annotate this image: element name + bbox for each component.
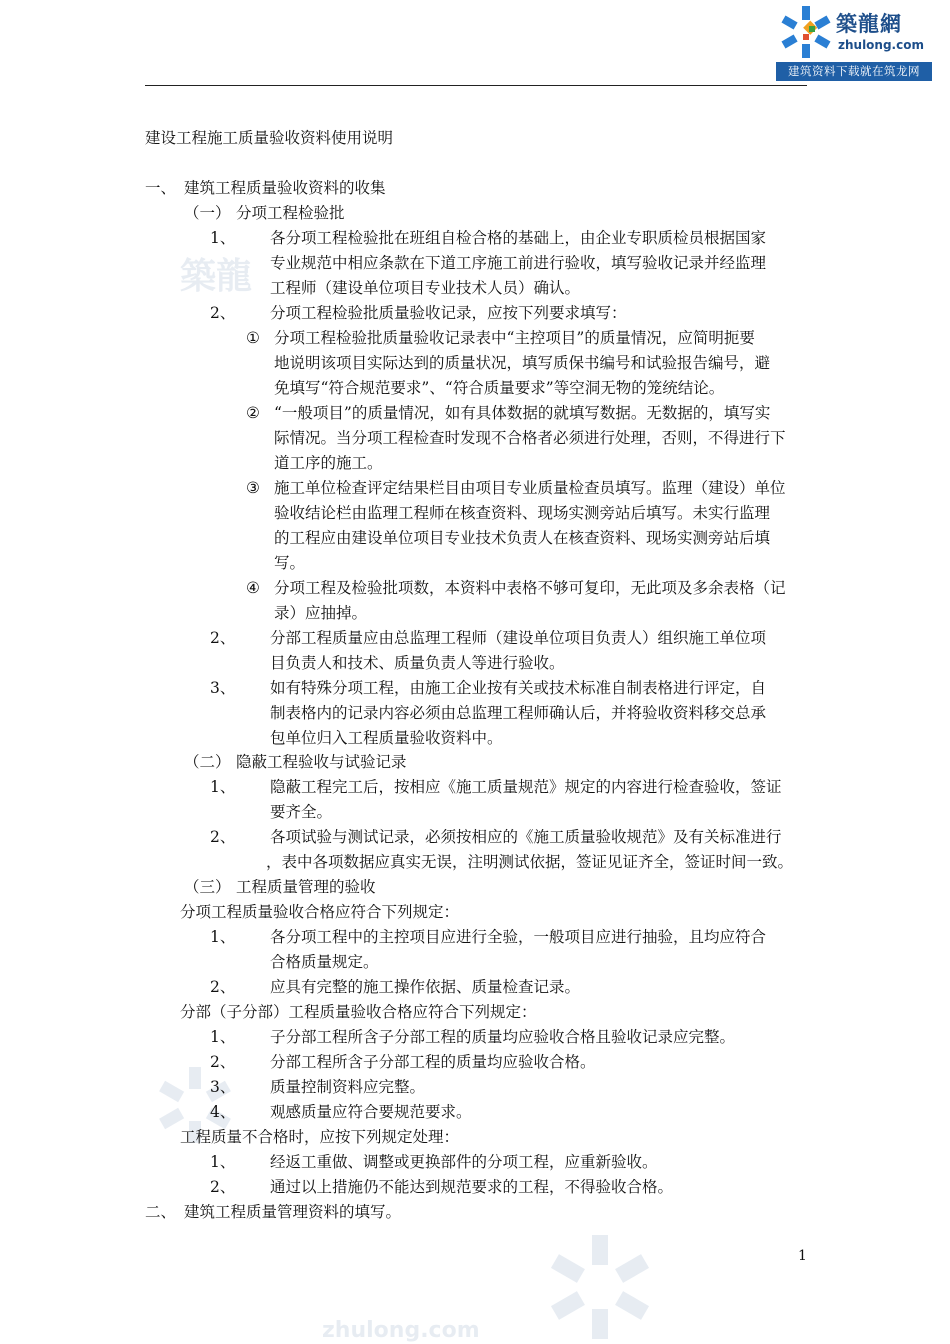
- paragraph-line: 观感质量应符合要规范要求。: [270, 1103, 472, 1121]
- paragraph-line: 分项工程检验批: [236, 204, 345, 222]
- list-number: ①: [246, 329, 260, 347]
- document-title: 建设工程施工质量验收资料使用说明: [145, 129, 394, 147]
- paragraph-line: 录）应抽掉。: [274, 604, 368, 622]
- paragraph-line: ，表中各项数据应真实无误，注明测试依据，签证见证齐全，签证时间一致。: [266, 853, 794, 871]
- paragraph-line: 工程质量不合格时，应按下列规定处理：: [180, 1128, 460, 1146]
- paragraph-line: 写。: [274, 554, 306, 572]
- list-number: 1、: [210, 928, 236, 946]
- paragraph-line: 各项试验与测试记录，必须按相应的《施工质量验收规范》及有关标准进行: [270, 828, 782, 846]
- paragraph-line: 分项工程质量验收合格应符合下列规定：: [180, 903, 460, 921]
- watermark-logo-text: 築龍: [180, 256, 253, 297]
- logo-domain: zhulong.com: [838, 38, 924, 52]
- paragraph-line: 各分项工程中的主控项目应进行全验，一般项目应进行抽验，且均应符合: [270, 928, 767, 946]
- snowflake-logo-icon: [778, 4, 834, 60]
- list-number: 2、: [210, 1053, 236, 1071]
- paragraph-line: 包单位归入工程质量验收资料中。: [270, 729, 503, 747]
- list-number: 1、: [210, 229, 236, 247]
- paragraph-line: 制表格内的记录内容必须由总监理工程师确认后，并将验收资料移交总承: [270, 704, 767, 722]
- paragraph-line: 质量控制资料应完整。: [270, 1078, 426, 1096]
- paragraph-line: 建筑工程质量管理资料的填写。: [184, 1203, 402, 1221]
- paragraph-line: 际情况。当分项工程检查时发现不合格者必须进行处理，否则，不得进行下: [274, 429, 786, 447]
- paragraph-line: 建筑工程质量验收资料的收集: [184, 179, 386, 197]
- watermark-snowflake-large-icon: [545, 1232, 655, 1342]
- paragraph-line: 分部工程质量应由总监理工程师（建设单位项目负责人）组织施工单位项: [270, 629, 767, 647]
- paragraph-line: 工程师（建设单位项目专业技术人员）确认。: [270, 279, 581, 297]
- paragraph-line: 道工序的施工。: [274, 454, 383, 472]
- paragraph-line: 隐蔽工程完工后，按相应《施工质量规范》规定的内容进行检查验收，签证: [270, 778, 782, 796]
- list-number: 一、: [145, 179, 177, 197]
- list-number: 2、: [210, 1178, 236, 1196]
- paragraph-line: 要齐全。: [270, 803, 333, 821]
- paragraph-line: 经返工重做、调整或更换部件的分项工程，应重新验收。: [270, 1153, 658, 1171]
- paragraph-line: 分部（子分部）工程质量验收合格应符合下列规定：: [180, 1003, 537, 1021]
- list-number: 4、: [210, 1103, 236, 1121]
- paragraph-line: 各分项工程检验批在班组自检合格的基础上，由企业专职质检员根据国家: [270, 229, 767, 247]
- paragraph-line: 分部工程所含子分部工程的质量均应验收合格。: [270, 1053, 596, 1071]
- logo-name: 築龍網: [836, 12, 902, 36]
- paragraph-line: 免填写“符合规范要求”、“符合质量要求”等空洞无物的笼统结论。: [274, 379, 725, 397]
- list-number: ③: [246, 479, 260, 497]
- list-number: 1、: [210, 1028, 236, 1046]
- paragraph-line: 分项工程及检验批项数，本资料中表格不够可复印，无此项及多余表格（记: [274, 579, 786, 597]
- paragraph-line: 隐蔽工程验收与试验记录: [236, 753, 407, 771]
- paragraph-line: 专业规范中相应条款在下道工序施工前进行验收，填写验收记录并经监理: [270, 254, 767, 272]
- paragraph-line: 应具有完整的施工操作依据、质量检查记录。: [270, 978, 581, 996]
- logo-slogan: 建筑资料下载就在筑龙网: [776, 62, 932, 81]
- page-number: 1: [798, 1248, 807, 1264]
- paragraph-line: 子分部工程所含子分部工程的质量均应验收合格且验收记录应完整。: [270, 1028, 736, 1046]
- paragraph-line: 合格质量规定。: [270, 953, 379, 971]
- paragraph-line: 通过以上措施仍不能达到规范要求的工程，不得验收合格。: [270, 1178, 674, 1196]
- list-number: 2、: [210, 629, 236, 647]
- list-number: 3、: [210, 679, 236, 697]
- paragraph-line: 如有特殊分项工程，由施工企业按有关或技术标准自制表格进行评定，自: [270, 679, 767, 697]
- paragraph-line: 施工单位检查评定结果栏目由项目专业质量检查员填写。监理（建设）单位: [274, 479, 786, 497]
- list-number: 2、: [210, 828, 236, 846]
- list-number: ④: [246, 579, 260, 597]
- list-number: 3、: [210, 1078, 236, 1096]
- paragraph-line: 验收结论栏由监理工程师在核查资料、现场实测旁站后填写。未实行监理: [274, 504, 771, 522]
- list-number: 2、: [210, 304, 236, 322]
- paragraph-line: 目负责人和技术、质量负责人等进行验收。: [270, 654, 565, 672]
- list-number: 2、: [210, 978, 236, 996]
- list-number: ②: [246, 404, 260, 422]
- paragraph-line: “一般项目”的质量情况，如有具体数据的就填写数据。无数据的，填写实: [274, 404, 771, 422]
- list-number: （一）: [184, 204, 231, 222]
- paragraph-line: 分项工程检验批质量验收记录，应按下列要求填写：: [270, 304, 627, 322]
- paragraph-line: 工程质量管理的验收: [236, 878, 376, 896]
- header-rule: [145, 85, 807, 86]
- list-number: 1、: [210, 778, 236, 796]
- watermark-domain: zhulong.com: [322, 1318, 480, 1343]
- list-number: （三）: [184, 878, 231, 896]
- list-number: 二、: [145, 1203, 177, 1221]
- list-number: 1、: [210, 1153, 236, 1171]
- paragraph-line: 分项工程检验批质量验收记录表中“主控项目”的质量情况，应简明扼要: [274, 329, 755, 347]
- list-number: （二）: [184, 753, 231, 771]
- paragraph-line: 的工程应由建设单位项目专业技术负责人在核查资料、现场实测旁站后填: [274, 529, 771, 547]
- paragraph-line: 地说明该项目实际达到的质量状况，填写质保书编号和试验报告编号，避: [274, 354, 771, 372]
- site-logo: [776, 2, 932, 82]
